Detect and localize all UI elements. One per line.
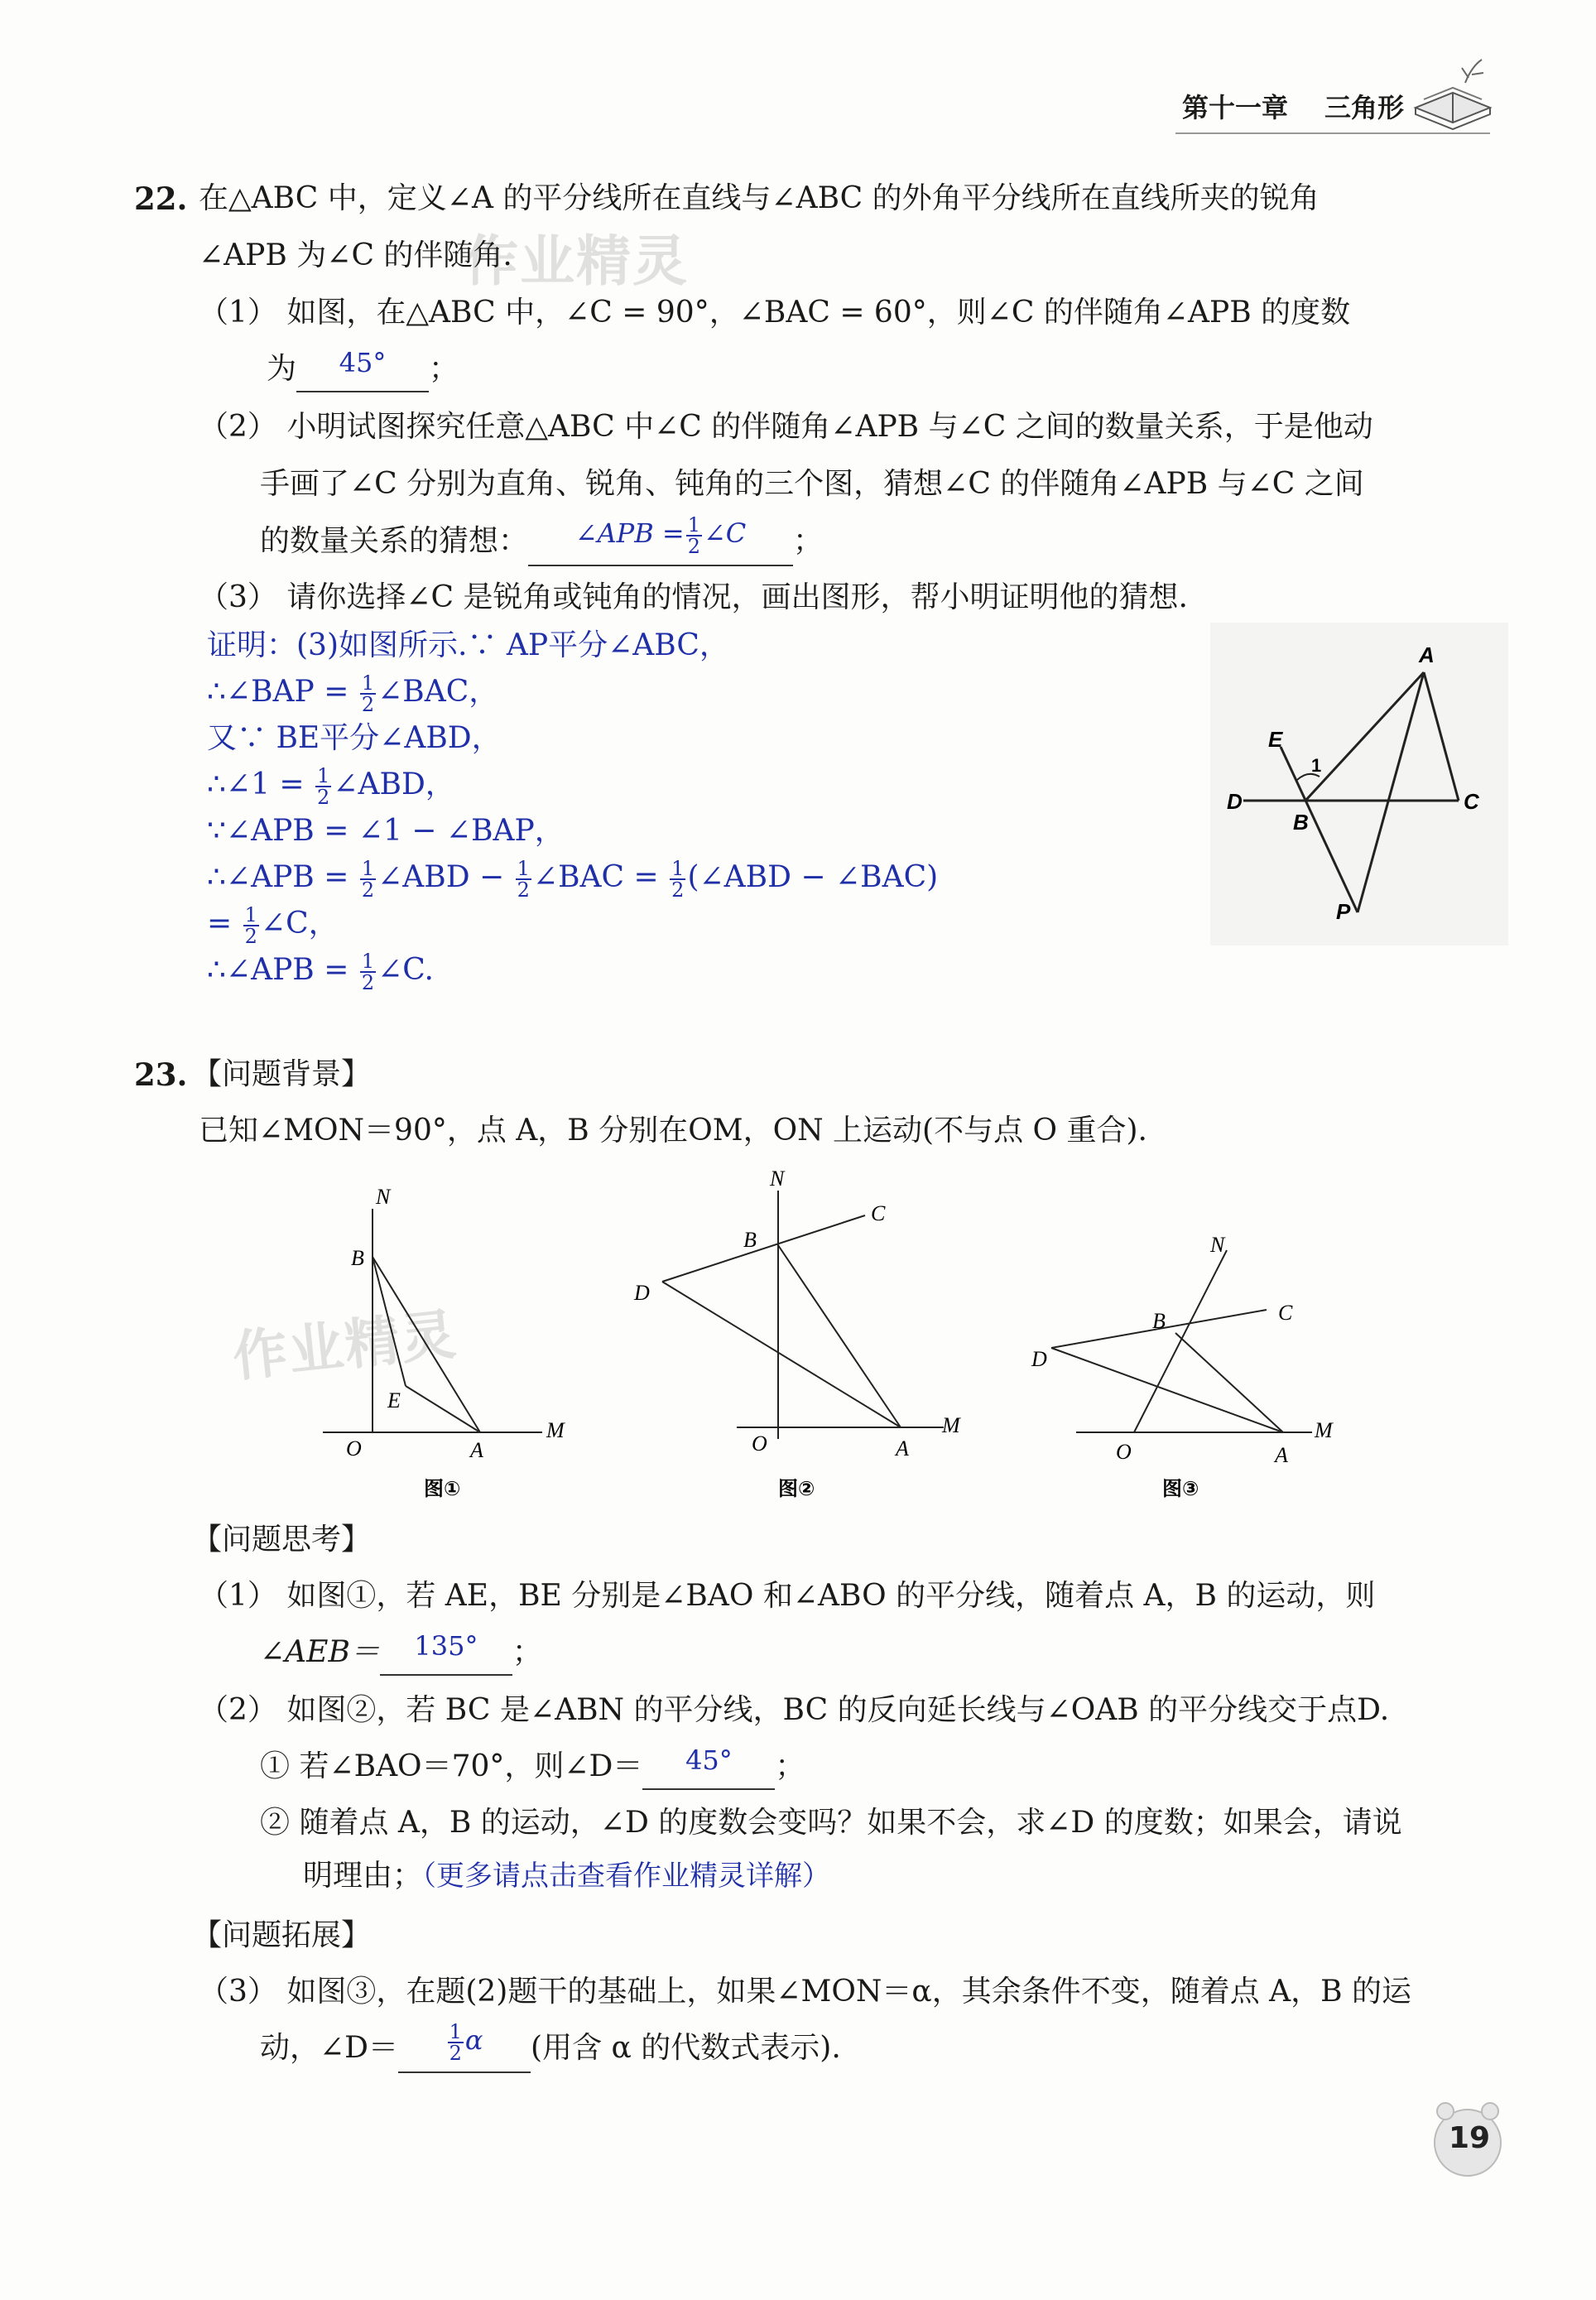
watermark-2: 作业精灵 bbox=[229, 1302, 460, 1389]
q22-part2-blank[interactable] bbox=[528, 512, 793, 566]
q22-part1-blank[interactable] bbox=[296, 348, 429, 392]
fig2-label-A: A bbox=[896, 1436, 909, 1460]
q23-t1-answer: 135° bbox=[414, 1630, 478, 1662]
q22-part1-label: 为 bbox=[267, 352, 297, 386]
fig3-label-A: A bbox=[1275, 1443, 1288, 1467]
q23-t2a-blank[interactable] bbox=[642, 1745, 775, 1790]
q23-ext-title: 【问题拓展】 bbox=[192, 1918, 372, 1952]
q22-part1-line2: 为 45° ； bbox=[267, 348, 459, 392]
proof-line3: 又∵ BE平分∠ABD， bbox=[207, 721, 502, 755]
q23-t2b-line1: ② 随着点 A，B 的运动，∠D 的度数会变吗？如果不会，求∠D 的度数；如果会，请说 bbox=[260, 1806, 1402, 1840]
q23-figure-2 bbox=[629, 1166, 977, 1505]
header-chapter: 第十一章 bbox=[1182, 92, 1289, 123]
fig2-label-D: D bbox=[634, 1281, 650, 1305]
q23-t2a-answer: 45° bbox=[685, 1744, 733, 1776]
watermark-1: 作业精灵 bbox=[464, 229, 689, 293]
q23-t2a: ① 若∠BAO＝70°，则∠D＝ 45° ； bbox=[260, 1745, 805, 1790]
fig2-caption: 图② bbox=[778, 1477, 815, 1500]
q23-bg-title: 【问题背景】 bbox=[192, 1057, 372, 1091]
header-rule bbox=[1175, 132, 1490, 134]
q23-t1-blank[interactable] bbox=[380, 1631, 512, 1676]
proof-line8: ∴∠APB = $\frac{1}{2}$ ∠C. bbox=[207, 950, 434, 994]
proof-line6: ∴∠APB = $\frac{1}{2}$ ∠ABD − $\frac{1}{2}$ ∠BAC = $\frac{1}{2}$ (∠ABD − ∠BAC) bbox=[207, 857, 939, 902]
fig1-label-E: E bbox=[387, 1388, 401, 1412]
q22-part2-answer: ∠APB = $\frac{1}{2}$ ∠C bbox=[574, 512, 747, 558]
q22-figure bbox=[1210, 623, 1508, 946]
q23-number: 23. bbox=[134, 1056, 188, 1093]
fig3-caption: 图③ bbox=[1162, 1477, 1199, 1500]
fig2-label-N: N bbox=[770, 1167, 785, 1191]
q22-fig-label-B: B bbox=[1293, 810, 1309, 835]
q22-fig-label-C: C bbox=[1464, 789, 1479, 814]
q22-fig-label-D: D bbox=[1227, 789, 1243, 814]
fig2-label-O: O bbox=[752, 1431, 767, 1456]
q23-bg-text: 已知∠MON＝90°，点 A，B 分别在OM，ON 上运动(不与点 O 重合). bbox=[199, 1114, 1147, 1148]
q22-part3-line1: （3） 请你选择∠C 是锐角或钝角的情况，画出图形，帮小明证明他的猜想. bbox=[199, 580, 1188, 614]
q23-think-title: 【问题思考】 bbox=[192, 1523, 372, 1557]
q23-t3-line1: （3） 如图③，在题(2)题干的基础上，如果∠MON＝α，其余条件不变，随着点 A，B 的运 bbox=[199, 1975, 1412, 2009]
q22-fig-label-A: A bbox=[1419, 642, 1435, 667]
q23-t2b-line2: 明理由；（更多请点击查看作业精灵详解） bbox=[303, 1859, 831, 1893]
book-icon bbox=[1407, 50, 1498, 132]
fig3-label-M: M bbox=[1315, 1418, 1333, 1442]
q23-t3-answer: $\frac{1}{2}$ α bbox=[449, 2019, 483, 2065]
q22-number: 22. bbox=[134, 180, 188, 217]
q22-fig-label-P: P bbox=[1336, 899, 1351, 924]
q22-part2-line3: 的数量关系的猜想： ∠APB = $\frac{1}{2}$ ∠C ； bbox=[260, 520, 823, 566]
q23-t3-blank[interactable] bbox=[398, 2019, 531, 2073]
fig1-caption: 图① bbox=[424, 1477, 461, 1500]
q23-figure-1 bbox=[315, 1184, 579, 1507]
proof-line2: ∴∠BAP = $\frac{1}{2}$ ∠BAC， bbox=[207, 671, 499, 716]
q22-part2-line2: 手画了∠C 分别为直角、锐角、钝角的三个图，猜想∠C 的伴随角∠APB 与∠C 之间 bbox=[260, 467, 1364, 501]
q23-t3-line2: 动，∠D＝ $\frac{1}{2}$ α (用含 α 的代数式表示). bbox=[260, 2027, 841, 2073]
fig1-label-A: A bbox=[470, 1438, 483, 1462]
fig3-label-B: B bbox=[1152, 1309, 1166, 1333]
q22-part1-line1: （1） 如图，在△ABC 中，∠C = 90°，∠BAC = 60°，则∠C 的伴随角∠APB 的度数 bbox=[199, 296, 1351, 330]
proof-line7: = $\frac{1}{2}$ ∠C， bbox=[207, 903, 339, 948]
fig1-label-B: B bbox=[351, 1246, 364, 1270]
q22-fig-label-E: E bbox=[1268, 727, 1283, 752]
page-number: 19 bbox=[1449, 2121, 1491, 2155]
proof-line5: ∵∠APB = ∠1 − ∠BAP， bbox=[207, 814, 565, 848]
q22-proof bbox=[207, 623, 938, 994]
fig1-label-O: O bbox=[346, 1436, 362, 1460]
q23-t2-line1: （2） 如图②，若 BC 是∠ABN 的平分线，BC 的反向延长线与∠OAB 的平分线交于点D. bbox=[199, 1693, 1390, 1727]
q22-part2-line1: （2） 小明试图探究任意△ABC 中∠C 的伴随角∠APB 与∠C 之间的数量关系，于是他动 bbox=[199, 410, 1373, 444]
fig2-label-C: C bbox=[871, 1201, 886, 1225]
fig2-label-M: M bbox=[942, 1413, 960, 1437]
fig3-label-N: N bbox=[1210, 1233, 1225, 1257]
proof-line4: ∴∠1 = $\frac{1}{2}$ ∠ABD， bbox=[207, 764, 455, 809]
proof-line1: 证明：(3)如图所示.∵ AP平分∠ABC， bbox=[207, 628, 729, 662]
fig3-label-C: C bbox=[1278, 1301, 1293, 1325]
q23-more-link[interactable]: （更多请点击查看作业精灵详解） bbox=[422, 1860, 831, 1893]
header-section: 三角形 bbox=[1324, 92, 1405, 123]
q22-part1-answer: 45° bbox=[339, 347, 387, 378]
q22-fig-label-1: 1 bbox=[1311, 755, 1322, 776]
q23-figure-3 bbox=[1026, 1225, 1341, 1507]
fig3-label-D: D bbox=[1031, 1347, 1047, 1371]
fig2-label-B: B bbox=[743, 1228, 757, 1252]
fig1-label-N: N bbox=[376, 1185, 391, 1209]
fig1-label-M: M bbox=[546, 1418, 565, 1442]
q23-t1-line1: （1） 如图①，若 AE，BE 分别是∠BAO 和∠ABO 的平分线，随着点 A，B 的运动，则 bbox=[199, 1579, 1376, 1613]
fig3-label-O: O bbox=[1116, 1440, 1132, 1464]
q22-stem-line1: 在△ABC 中，定义∠A 的平分线所在直线与∠ABC 的外角平分线所在直线所夹的锐角 bbox=[199, 181, 1320, 215]
q22-stem-line2: ∠APB 为∠C 的伴随角. bbox=[199, 238, 512, 272]
q23-t1-line2: ∠AEB＝ 135° ； bbox=[260, 1631, 542, 1676]
